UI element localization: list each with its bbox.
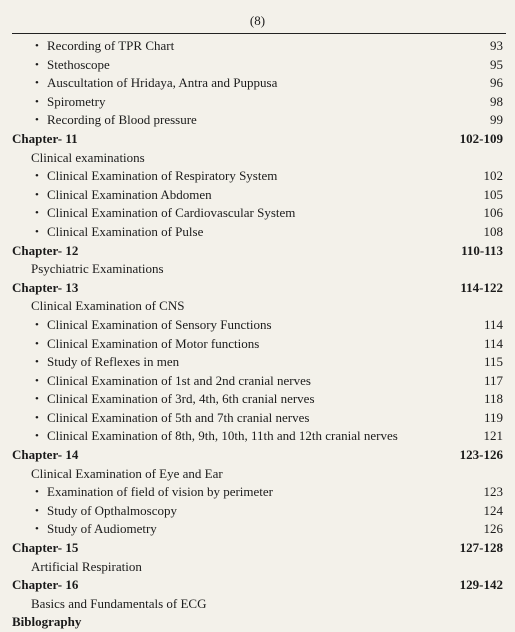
section-title: Clinical examinations <box>31 149 145 165</box>
page-ref: 126 <box>483 521 503 537</box>
bullet-icon: • <box>35 318 39 331</box>
toc-item-label: Clinical Examination of Pulse <box>47 223 204 239</box>
page-ref: 99 <box>490 112 503 128</box>
toc-section-title-row <box>0 149 515 168</box>
toc-item-row <box>0 223 515 242</box>
toc-item-label: Clinical Examination of Motor functions <box>47 335 260 351</box>
page-ref: 102 <box>483 168 503 184</box>
table-of-contents <box>0 37 515 632</box>
page-ref: 96 <box>490 75 503 91</box>
toc-item-label: Clinical Examination of Sensory Functions <box>47 316 272 332</box>
toc-item-row <box>0 93 515 112</box>
page-ref: 110-113 <box>461 242 503 258</box>
bullet-icon: • <box>35 504 39 517</box>
toc-item-label: Study of Opthalmoscopy <box>47 502 177 518</box>
page-ref: 93 <box>490 38 503 53</box>
page-ref: 106 <box>483 205 503 221</box>
page-ref: 118 <box>483 391 503 407</box>
toc-item-label: Recording of TPR Chart <box>47 38 175 53</box>
page-number: (8) <box>249 13 266 28</box>
bullet-icon: • <box>35 207 39 220</box>
bullet-icon: • <box>35 95 39 108</box>
chapter-heading: Chapter- 14 <box>12 447 79 463</box>
toc-item-row <box>0 186 515 205</box>
page-ref: 121 <box>483 428 503 444</box>
toc-chapter-row <box>0 279 515 298</box>
bullet-icon: • <box>35 188 39 201</box>
bullet-icon: • <box>35 393 39 406</box>
toc-item-label: Recording of Blood pressure <box>47 112 197 128</box>
page-ref: 114 <box>483 316 503 332</box>
section-title: Basics and Fundamentals of ECG <box>31 595 207 611</box>
toc-item-label: Stethoscope <box>47 56 110 72</box>
bullet-icon: • <box>35 374 39 387</box>
page-ref: 119 <box>483 409 503 425</box>
header-rule <box>12 33 506 34</box>
section-title: Clinical Examination of Eye and Ear <box>31 465 223 481</box>
toc-section-title-row <box>0 595 515 614</box>
page-ref: 102-109 <box>459 130 503 146</box>
section-title: Clinical Examination of CNS <box>31 298 185 314</box>
page-ref: 108 <box>483 223 503 239</box>
page-ref: 129-142 <box>459 577 503 593</box>
chapter-heading: Chapter- 12 <box>12 242 79 258</box>
toc-chapter-row <box>0 539 515 558</box>
toc-chapter-row <box>0 446 515 465</box>
section-title: Artificial Respiration <box>31 558 142 574</box>
page-ref: 117 <box>483 372 503 388</box>
bullet-icon: • <box>35 411 39 424</box>
toc-item-label: Clinical Examination of 5th and 7th cranial nerves <box>47 409 310 425</box>
toc-item-row <box>0 74 515 93</box>
page-ref: 105 <box>483 186 503 202</box>
toc-item-row <box>0 520 515 539</box>
toc-item-row <box>0 111 515 130</box>
bullet-icon: • <box>35 58 39 71</box>
toc-item-label: Spirometry <box>47 93 106 109</box>
toc-chapter-row <box>0 242 515 261</box>
bullet-icon: • <box>35 523 39 536</box>
page-ref: 115 <box>483 354 503 370</box>
bullet-icon: • <box>35 337 39 350</box>
toc-item-label: Study of Reflexes in men <box>47 354 180 370</box>
chapter-heading: Chapter- 15 <box>12 540 79 556</box>
page-ref: 127-128 <box>459 540 503 556</box>
toc-chapter-row <box>0 130 515 149</box>
section-title: Psychiatric Examinations <box>31 261 164 277</box>
toc-item-label: Examination of field of vision by perimeter <box>47 484 273 500</box>
toc-item-label: Clinical Examination of 3rd, 4th, 6th cranial nerves <box>47 391 315 407</box>
page-ref: 95 <box>490 56 503 72</box>
chapter-heading: Biblography <box>12 614 82 630</box>
bullet-icon: • <box>35 77 39 90</box>
bullet-icon: • <box>35 114 39 127</box>
toc-section-title-row <box>0 465 515 484</box>
toc-item-label: Clinical Examination of 1st and 2nd cranial nerves <box>47 372 311 388</box>
toc-item-row <box>0 167 515 186</box>
page-ref: 114 <box>483 335 503 351</box>
toc-item-label: Clinical Examination of Cardiovascular System <box>47 205 296 221</box>
toc-item-row <box>0 316 515 335</box>
toc-item-row <box>0 204 515 223</box>
toc-item-row <box>0 37 515 56</box>
page-ref: 123-126 <box>459 447 503 463</box>
page-ref: 98 <box>490 93 503 109</box>
toc-item-label: Clinical Examination of 8th, 9th, 10th, 11th and 12th cranial nerves <box>47 428 398 444</box>
bullet-icon: • <box>35 430 39 443</box>
toc-item-row <box>0 372 515 391</box>
bullet-icon: • <box>35 486 39 499</box>
toc-item-row <box>0 502 515 521</box>
chapter-heading: Chapter- 11 <box>12 130 78 146</box>
chapter-heading: Chapter- 16 <box>12 577 79 593</box>
toc-item-label: Auscultation of Hridaya, Antra and Puppusa <box>47 75 278 91</box>
toc-item-label: Clinical Examination of Respiratory System <box>47 168 278 184</box>
page-ref: 114-122 <box>460 279 503 295</box>
bullet-icon: • <box>35 170 39 183</box>
toc-item-label: Study of Audiometry <box>47 521 157 537</box>
toc-section-title-row <box>0 297 515 316</box>
toc-section-title-row <box>0 558 515 577</box>
page-ref: 124 <box>483 502 503 518</box>
toc-item-row <box>0 483 515 502</box>
toc-chapter-row <box>0 576 515 595</box>
toc-item-row <box>0 390 515 409</box>
toc-item-label: Clinical Examination Abdomen <box>47 186 212 202</box>
toc-item-row <box>0 409 515 428</box>
toc-chapter-row <box>0 613 515 632</box>
toc-item-row <box>0 335 515 354</box>
chapter-heading: Chapter- 13 <box>12 279 79 295</box>
bullet-icon: • <box>35 356 39 369</box>
toc-item-row <box>0 353 515 372</box>
bullet-icon: • <box>35 225 39 238</box>
toc-item-row <box>0 427 515 446</box>
page-ref: 123 <box>483 484 503 500</box>
toc-item-row <box>0 56 515 75</box>
bullet-icon: • <box>35 40 39 52</box>
toc-section-title-row <box>0 260 515 279</box>
